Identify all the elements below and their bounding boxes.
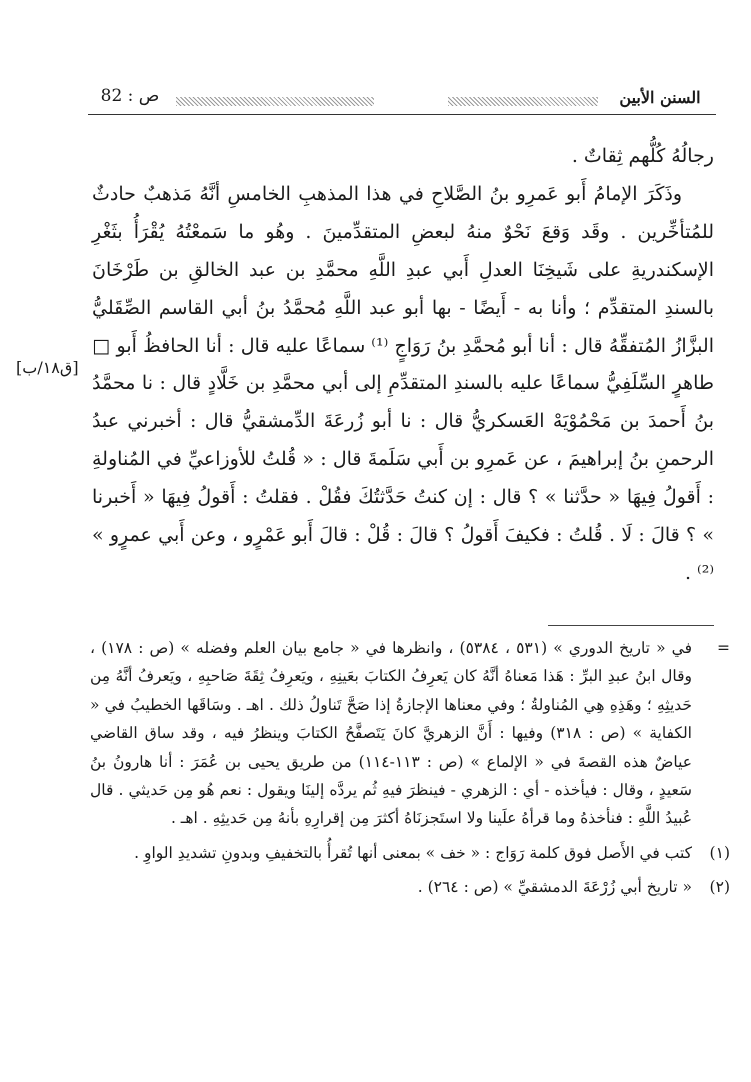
footnote-mark: = [717,639,730,657]
header-rule [88,114,716,115]
manuscript-folio-note: [ق١٨/ب] [16,358,79,377]
footnote-text: كتب في الأَصل فوق كلمة رَوَاج : « خف » بمعنى أنها تُقرأُ بالتخفيفِ وبدونِ تشديدِ الواوِ . [134,843,692,862]
footnote-text: في « تاريخ الدوري » (٥٣١ ، ٥٣٨٤) ، وانظرها في « جامع بيان العلم وفضله » (ص : ١٧٨) ، وقال ابنُ عبدِ البرِّ : هَذا مَعناهُ أنَّهُ كان يَعرِفُ الكتابَ بعَينِهِ ، ويَعرِفُ ثِقَةَ صَاحبِهِ ، ويَعرفُ أنَّهُ مِن حَديثِهِ ؛ وهَذِهِ هِي المُناولةُ ؛ وفي معناها الإجازةُ إذا صَحَّ تَناولُ ذلك . اهـ . وسَاقَها الخطيبُ في « الكفاية » (ص : ٣١٨) وفيها : أَنَّ الزهريَّ كانَ يَتَصفَّحُ الكتابَ وينظرُ فيه ، وقد ساق القاضي عياضٌ هذه القصةَ في « الإلماع » (ص : ١١٣-١١٤) من طريق يحيى بن عُمَرَ : أنا هارونُ بنُ سَعيدٍ ، وقال : فيأخذه - أي : الزهري - فينظرَ فيهِ ثُم يردَّه إلينَا ويقول : نعم هُو مِن حَديثي . قال عُبيدُ اللَّهِ : فنأخذهُ وما قرأهُ علَينا ولا استَجزنَاهُ أكثرَ مِن إقرارِهِ بأنهُ مِن حَديثِهِ . اهـ . [90,639,693,828]
paragraph-2: وذَكَرَ الإمامُ أَبو عَمرِو بنُ الصَّلاحِ في هذا المذهبِ الخامسِ أنَّهُ مَذهبٌ حادثٌ للمُتأخِّرين . وقَد وَقعَ نَحْوٌ منهُ لبعضِ المتقدِّمينَ . وهُو ما سَمعْتُهُ يُقْرَأُ بثَغْرِ الإسكندريةِ على شَيخِنَا العدلِ أَبي عبدِ اللَّهِ محمَّدِ بن عبد الخالقِ بن طَرْخَانَ بالسندِ المتقدِّم ؛ وأنا به - أَيضًا - بها أبو عبد اللَّهِ مُحمَّدُ بنُ أبي القاسم الصِّقَليُّ البزَّازُ المُتفقِّهُ قال : أنا أبو مُحمَّدِ بنُ رَوَاجٍ ⁽¹⁾ سماعًا عليه قال : أنا الحافظُ أَبو □ طاهرٍ السِّلَفِيُّ سماعًا عليه بالسندِ المتقدِّمِ إلى أبي محمَّدِ بن خَلَّادٍ قال : نا محمَّدُ بنُ أَحمدَ بن مَحْمُوْيَهْ العَسكريُّ قال : نا أبو زُرعَةَ الدِّمشقيُّ قال : أخبرني عبدُ الرحمنِ بنُ إبراهيمَ ، عن عَمرِو بن أَبي سَلَمةَ قال : « قُلتُ للأوزاعيِّ في المُناولةِ : أَقولُ فِيهَا « حدَّثنا » ؟ قال : إن كنتُ حَدَّثتُكَ فقُلْ . فقلتُ : أَقولُ فِيهَا « أَخبرنا » ؟ قالَ : لَا . قُلتُ : فكيفَ أَقولُ ؟ قالَ : قُلْ : قالَ أَبو عَمْرٍو ، وعن أَبي عمرٍو » ⁽²⁾ . [92,182,714,584]
footnote-mark: (٢) [709,878,730,897]
footnote-mark: (١) [709,843,730,862]
running-header [88,86,716,120]
page-number: ص : 82 [100,86,160,106]
footnote-2 [90,873,730,901]
footnote-separator [548,625,714,626]
footnote-text: « تاريخ أبي زُرْعَةَ الدمشقيِّ » (ص : ٢٦٤) . [417,878,692,897]
main-text [92,138,714,593]
paragraph-1: رجالُهُ كُلُّهم ثِقاتٌ . [571,145,714,167]
header-title: السنن الأبين [619,88,701,107]
footnote-1 [90,839,730,867]
header-ornament-left [176,97,374,106]
footnotes [90,634,730,902]
footnote-continued [90,634,730,833]
header-ornament-right [448,97,598,106]
